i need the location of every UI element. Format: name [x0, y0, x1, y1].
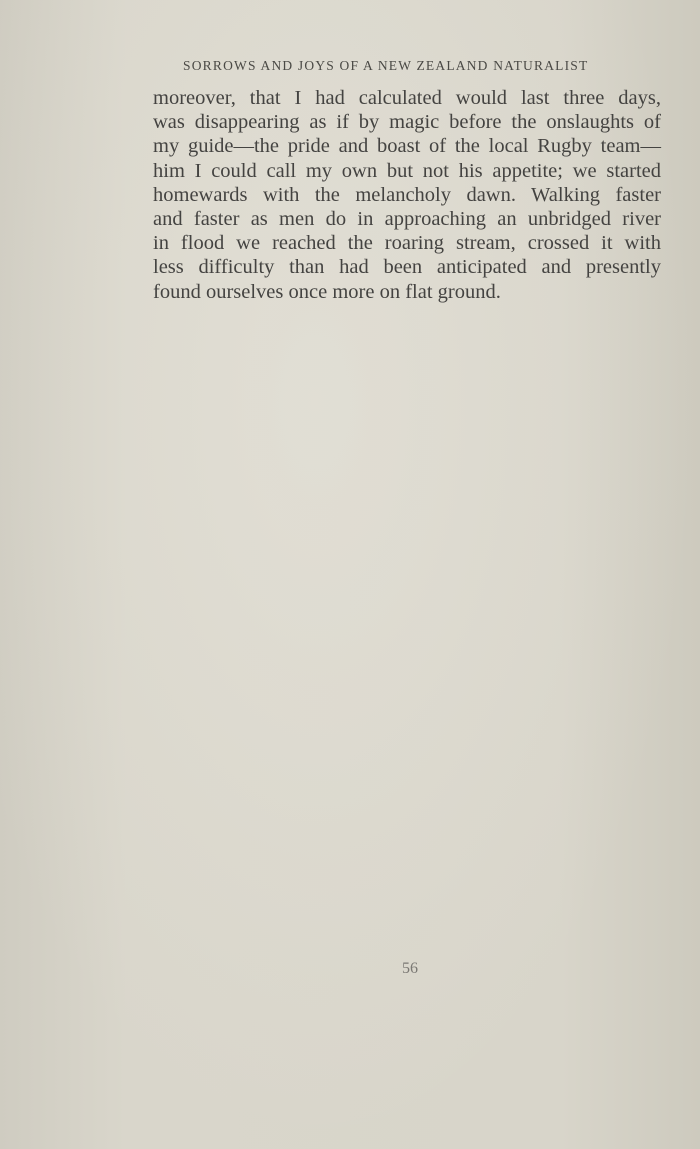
text-line: in flood we reached the roaring stream, crossed it with: [153, 232, 661, 255]
text-line: him I could call my own but not his appetite; we started: [153, 159, 661, 182]
text-line: less difficulty than had been anticipated and presently: [153, 256, 661, 279]
text-line: found ourselves once more on flat ground.: [153, 280, 501, 303]
running-head: SORROWS AND JOYS OF A NEW ZEALAND NATURALIST: [183, 58, 589, 73]
body-paragraph: [153, 86, 663, 304]
text-line: was disappearing as if by magic before the onslaughts of: [153, 111, 661, 134]
text-line: homewards with the melancholy dawn. Walking faster: [153, 183, 661, 206]
text-line: and faster as men do in approaching an unbridged river: [153, 208, 661, 231]
text-line: moreover, that I had calculated would last three days,: [153, 87, 661, 109]
page-number: 56: [402, 960, 418, 977]
text-line: my guide—the pride and boast of the local Rugby team—: [153, 135, 661, 158]
